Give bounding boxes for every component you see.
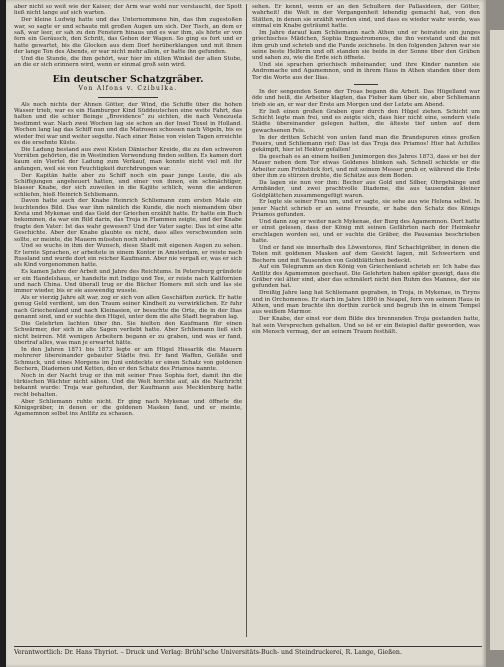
article-paragraph: Die Gelehrten lachten über ihn. Sie hielten den Kaufmann für einen Schwärmer, der sich in alte Sagen verliebt hatte. Aber Schliemann ließ sich nicht beirren. Mit wenigen Arbeitern begann er zu graben, und was er fand, übertraf alles, was man je erwartet hätte. <box>14 320 242 346</box>
article-paragraph: Noch in der Nacht trug er ihn mit seiner Frau Sophia fort, damit ihn die türkischen Wächter nicht sähen. Und die Welt horchte auf, als die Nachricht bekannt wurde: Troja war gefunden, der Kaufmann aus Mecklenburg hatte recht behalten. <box>14 372 242 398</box>
article-paragraph: Er legte sie seiner Frau um, und er sagte, sie sehe aus wie Helena selbst. In jener Nacht schrieb er an seine Freunde, er habe den Schatz des Königs Priamos gefunden. <box>252 199 480 219</box>
article-paragraph: Davon hatte auch der Knabe Heinrich Schliemann zum ersten Male ein leuchtendes Bild. Das war ihm nämlich die Kunde, die noch niemandem über Kreta und Mykenae und das Gold der Griechen erzählt hatte. Er hatte ein Buch bekommen, da war ein Bild darin, das Troja in Flammen zeigte, und der Knabe fragte den Vater: Ist das wahr gewesen? Und der Vater sagte: Das ist eine alte Geschichte. Aber der Knabe glaubte es nicht, dass alles verschwunden sein sollte, er meinte, die Mauern müssten noch stehen. <box>14 198 242 243</box>
article-paragraph: Er ließ einen großen Graben quer durch den Hügel ziehen. Schicht um Schicht legte man frei, und es zeigte sich, dass hier nicht eine, sondern viele Städte übereinander gelegen hatten, die älteste tief unten auf dem gewachsenen Fels. <box>252 108 480 134</box>
intro-paragraph: Der kleine Ludwig hatte und das Unternommene hin, das ihm zugestoßen war, so sagte er und schaute mit großen Augen um sich. Der Tisch, an dem er saß, war leer, er sah zu den Fenstern hinaus und es war ihm, als hörte er von fern ein Geräusch, den Schritt, das Gehen der Wagen. So ging es fort und er hatte gewartet, bis die Glocken aus dem Dorf herüberklangen und mit ihnen der lange Ton des Abends, er war nicht mehr allein, er hatte ihn gefunden. <box>14 17 242 55</box>
article-paragraph: Die Ladung bestand aus zwei Kisten Dänischer Kreide, die zu den schweren Vorräten gehörten, die in Westindien Verwendung finden sollten. Es kamen dort kaum ein Viertel der Ladung zum Verkauf, man konnte nicht viel mit ihr anfangen, weil sie von Feuchtigkeit durchdrungen war. <box>14 146 242 172</box>
article-paragraph: In der sengenden Sonne der Troas begann die Arbeit. Das Hügelland war öde und heiß, die Arbeiter klagten, das Fieber kam über sie, aber Schliemann trieb sie an, er war der Erste am Morgen und der Letzte am Abend. <box>252 89 480 108</box>
article-paragraph: Aber Schliemann ruhte nicht. Er ging nach Mykenae und öffnete die Königsgräber, in denen er die goldenen Masken fand, und er meinte, Agamemnon selbst ins Antlitz zu schauen. <box>14 398 242 418</box>
left-column <box>14 4 242 637</box>
article-paragraph: Da geschah es an einem heißen Junimorgen des Jahres 1873, dass er bei der Mauer neben dem Tor etwas Goldenes blinken sah. Schnell schickte er die Arbeiter zum Frühstück fort, und mit seinem Messer grub er, während die Erde über ihm zu stürzen drohte, die Schätze aus dem Boden. <box>252 154 480 180</box>
column-divider <box>246 4 247 637</box>
article-title: Ein deutscher Schatzgräber. <box>52 74 204 86</box>
article-paragraph: sehen. Er kennt, wenn er an den Schultern der Pallasideen, der Götter, wahrheit! die Welt in der Vergangenheit lebendig gemacht hat, von den Stätten, in denen sie erzählt worden sind, und dass es wieder wahr werde, was einmal ein Knabe geträumt hatte. <box>252 4 480 30</box>
article-paragraph: In den Jahren 1871 bis 1873 legte er am Hügel Hissarlik die Mauern mehrerer übereinander gebauter Städte frei. Er fand Waffen, Gefäße und Schmuck, und eines Morgens im Juni entdeckte er einen Schatz von goldenen Bechern, Diademen und Ketten, den er den Schatz des Priamos nannte. <box>14 346 242 372</box>
title-divider <box>98 97 158 98</box>
article-paragraph: Als noch nichts der Ahnen Götter, der Wind, die Schiffe über die hohen Wasser trieb, war es ein Hamburger Kind Süddeutschen eine weite Fahrt, das halten und die schier Beinge „Brovidence“ zu sichten, die nach Venezuela bestimmt war. Nach zwei Wochen lag sie schon an der Insel Texel in Holland. Wochen lang lag das Schiff nun und die Matrosen schossen nach Vögeln, bis es wieder frei war und weiter segelte. Nach einer Reise von vielen Tagen erreichte es die ersehnte Küste. <box>14 101 242 146</box>
article-paragraph: Auf ein Telegramm an den König von Griechenland schrieb er: Ich habe das Antlitz des Agamemnon geschaut. Die Gelehrten haben später gezeigt, dass die Gräber viel älter sind, aber das schmälert nicht den Ruhm des Mannes, der sie gefunden hat. <box>252 264 480 290</box>
imprint-footer: Verantwortlich: Dr. Hans Thyriot. – Druck und Verlag: Brühl’sche Universitäts-Buch- und Steindruckerei, R. Lange, Gießen. <box>14 646 482 661</box>
article-paragraph: Der Kapitän hatte aber zu Schiff noch ein paar junge Leute, die als Schiffsjungen angeheuert hatten, und einer von ihnen, ein schmächtiger, blasser Knabe, der sich zuweilen in die Kajüte schlich, wenn die anderen schliefen, hieß Heinrich Schliemann. <box>14 172 242 198</box>
article-paragraph: Da lagen sie nun vor ihm: Becher aus Gold und Silber, Ohrgehänge und Armbänder, und zwei prachtvolle Diademe, die aus tausenden kleiner Goldplättchen zusammengefügt waren. <box>252 179 480 199</box>
article-paragraph: Als er vierzig Jahre alt war, zog er sich von allen Geschäften zurück. Er hatte genug Geld verdient, um den Traum seiner Kindheit zu verwirklichen. Er fuhr nach Griechenland und nach Kleinasien, er besuchte die Orte, die in der Ilias genannt sind, und er suchte den Hügel, unter dem die alte Stadt begraben lag. <box>14 295 242 321</box>
article-paragraph: Und so wuchs in ihm der Wunsch, diese Stadt mit eigenen Augen zu sehen. Er lernte Sprachen, er arbeitete in einem Kontor in Amsterdam, er reiste nach Russland und wurde dort ein reicher Kaufmann. Aber nie vergaß er, was er sich als Kind vorgenommen hatte. <box>14 243 242 269</box>
adjacent-page-edge <box>486 0 504 667</box>
article-paragraph: Es kamen Jahre der Arbeit und Jahre des Reichtums. In Petersburg gründete er ein Handelshaus, er handelte mit Indigo und Tee, er reiste nach Kalifornien und nach China. Und überall trug er die Bücher Homers mit sich und las sie immer wieder, bis er sie auswendig wusste. <box>14 269 242 295</box>
intro-paragraph: Und die Stunde, die ihm gehört, war hier im stillen Winkel der alten Stube, an die er sich erinnern wird, wenn er einmal groß sein wird. <box>14 55 242 69</box>
intro-paragraph: aber nicht so weit wie der Kaiser, der Arm war wohl nur verstaucht, der Spott ließ nicht lange auf sich warten. <box>14 4 242 17</box>
right-column <box>252 4 480 637</box>
adjacent-page-paper <box>490 30 504 650</box>
article-paragraph: Im Jahre darauf kam Schliemann nach Athen und er heiratete ein junges griechisches Mädchen, Sophia Engastromenos, die ihn verstand und die mit ihm grub und schrieb und die Funde zeichnete. In den folgenden Jahren war sie seine beste Helferin und oft standen sie beide in der Sonne über den Gräben und sahen zu, wie die Erde sich öffnete. <box>252 29 480 62</box>
article-byline: Von Alfons v. Czibulka. <box>78 85 178 93</box>
article-paragraph: Der Knabe, der einst vor dem Bilde des brennenden Troja gestanden hatte, hat sein Versprechen gehalten. Und so ist er ein Beispiel dafür geworden, was ein Mensch vermag, der an seinem Traum festhält. <box>252 316 480 335</box>
section-divider <box>354 84 378 85</box>
newspaper-page <box>6 0 486 667</box>
article-paragraph: Und er fand sie innerhalb des Löwentores, fünf Schachtgräber, in denen die Toten mit goldenen Masken auf dem Gesicht lagen, mit Schwertern und Bechern und mit Tausenden von Goldblättchen bedeckt. <box>252 244 480 264</box>
article-paragraph: Und sie sprachen griechisch miteinander, und ihre Kinder nannten sie Andromache und Agamemnon, und in ihrem Haus in Athen standen über dem Tor die Worte aus der Ilias. <box>252 62 480 81</box>
article-paragraph: Dreißig Jahre lang hat Schliemann gegraben, in Troja, in Mykenae, in Tiryns und in Orchomenos. Er starb im Jahre 1890 in Neapel, fern von seinem Haus in Athen, und man brachte ihn dorthin zurück und begrub ihn in einem Tempel aus weißem Marmor. <box>252 290 480 316</box>
article-paragraph: In der dritten Schicht von unten fand man die Brandspuren eines großen Feuers, und Schliemann rief: Das ist das Troja des Priamos! Hier hat Achilles gekämpft, hier ist Hektor gefallen! <box>252 134 480 154</box>
article-paragraph: Und dann zog er weiter nach Mykenae, der Burg des Agamemnon. Dort hatte er einst gelesen, dass der König mit seinen Gefährten nach der Heimkehr erschlagen worden sei, und er suchte die Gräber, die Pausanias beschrieben hatte. <box>252 219 480 245</box>
